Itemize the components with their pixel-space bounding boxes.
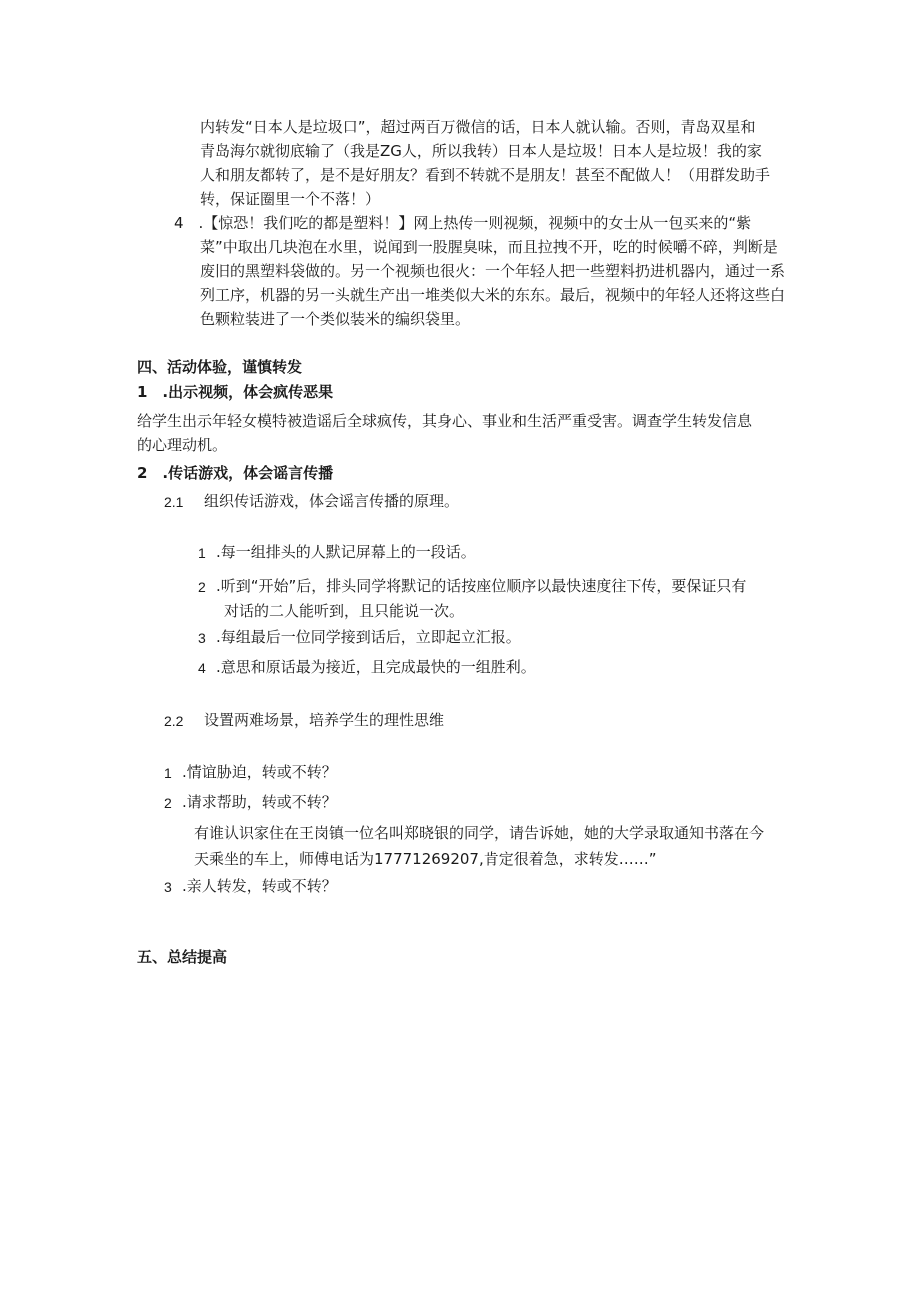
body-line: 的心理动机。 bbox=[137, 436, 228, 454]
rule-text: .意思和原话最为接近，且完成最快的一组胜利。 bbox=[216, 658, 536, 676]
item-4-line: 4 .【惊恐！我们吃的都是塑料！】网上热传一则视频，视频中的女士从一包买来的“紫 bbox=[174, 214, 752, 232]
item-4-line: 色颗粒装进了一个类似装米的编织袋里。 bbox=[200, 310, 471, 328]
step-text: 组织传话游戏，体会谣言传播的原理。 bbox=[204, 492, 460, 510]
quote-line: 有谁认识家住在王岗镇一位名叫郑晓银的同学，请告诉她，她的大学录取通知书落在今 bbox=[194, 824, 765, 842]
paragraph-line: 青岛海尔就彻底输了（我是ZG人，所以我转）日本人是垃圾！日本人是垃圾！我的家 bbox=[200, 142, 762, 160]
section-heading: 五、总结提高 bbox=[137, 948, 228, 966]
rule-number: 3 bbox=[198, 630, 206, 646]
scenario-text: .请求帮助，转或不转？ bbox=[182, 793, 337, 811]
item-4-line: 菜”中取出几块泡在水里，说闻到一股腥臭味，而且拉拽不开，吃的时候嚼不碎，判断是 bbox=[200, 238, 778, 256]
rule-text: .每一组排头的人默记屏幕上的一段话。 bbox=[216, 543, 476, 561]
scenario-text: .情谊胁迫，转或不转？ bbox=[182, 763, 337, 781]
item-4-line: 列工序，机器的另一头就生产出一堆类似大米的东东。最后，视频中的年轻人还将这些白 bbox=[200, 286, 786, 304]
step-text: 设置两难场景，培养学生的理性思维 bbox=[204, 711, 445, 729]
quote-line: 天乘坐的车上，师傅电话为17771269207,肯定很着急，求转发……” bbox=[194, 850, 657, 868]
paragraph-line: 内转发“日本人是垃圾口”，超过两百万微信的话，日本人就认输。否则，青岛双星和 bbox=[200, 118, 756, 136]
scenario-number: 2 bbox=[164, 795, 172, 811]
scenario-number: 1 bbox=[164, 765, 172, 781]
rule-text: .听到“开始”后，排头同学将默记的话按座位顺序以最快速度往下传，要保证只有 bbox=[216, 577, 747, 595]
rule-text: .每组最后一位同学接到话后，立即起立汇报。 bbox=[216, 628, 521, 646]
rule-number: 1 bbox=[198, 545, 206, 561]
scenario-text: .亲人转发，转或不转？ bbox=[182, 877, 337, 895]
step-number: 2.2 bbox=[164, 713, 184, 729]
body-line: 给学生出示年轻女模特被造谣后全球疯传，其身心、事业和生活严重受害。调查学生转发信息 bbox=[137, 412, 753, 430]
rule-number: 2 bbox=[198, 579, 206, 595]
section-heading: 四、活动体验，谨慎转发 bbox=[137, 358, 303, 376]
step-number: 2.1 bbox=[164, 494, 184, 510]
paragraph-line: 人和朋友都转了，是不是好朋友？看到不转就不是朋友！甚至不配做人！（用群发助手 bbox=[200, 166, 771, 184]
rule-text-continued: 对话的二人能听到，且只能说一次。 bbox=[224, 602, 465, 620]
item-4-line: 废旧的黑塑料袋做的。另一个视频也很火：一个年轻人把一些塑料扔进机器内，通过一系 bbox=[200, 262, 786, 280]
paragraph-line: 转，保证圈里一个不落！） bbox=[200, 190, 381, 208]
scenario-number: 3 bbox=[164, 879, 172, 895]
subsection-heading: 2 .传话游戏，体会谣言传播 bbox=[137, 464, 334, 482]
rule-number: 4 bbox=[198, 660, 206, 676]
subsection-heading: 1 .出示视频，体会疯传恶果 bbox=[137, 383, 334, 401]
